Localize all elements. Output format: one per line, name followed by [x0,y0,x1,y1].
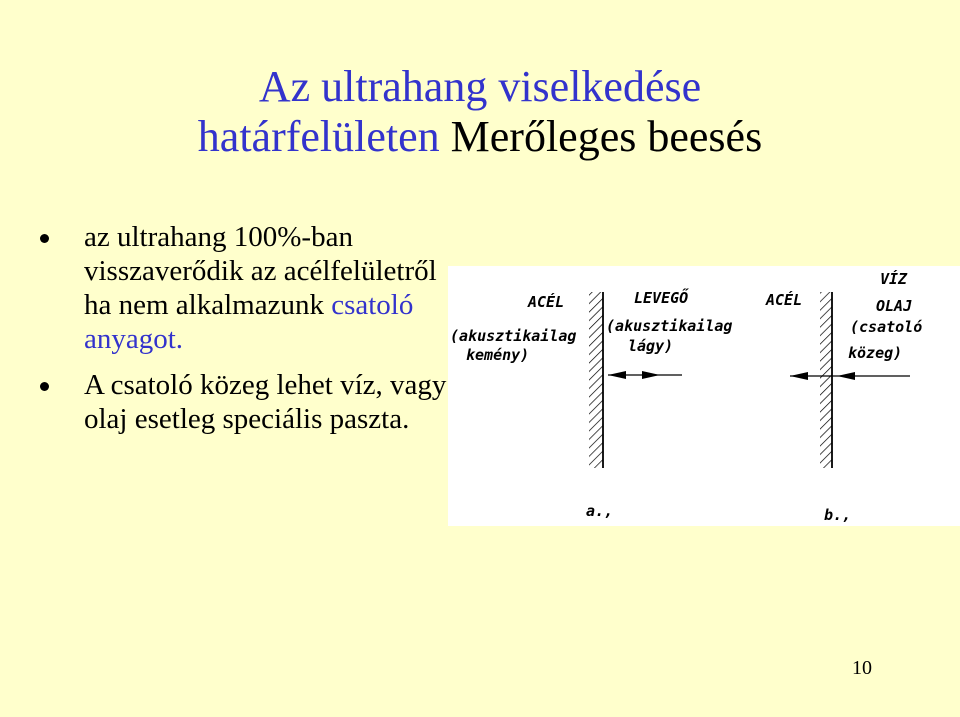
page-number: 10 [852,657,872,679]
title-line-1: Az ultrahang viselkedése [258,62,702,111]
a-right-sub2: lágy) [628,337,674,355]
bullet-list [40,220,460,448]
a-left-label: ACÉL [528,293,565,311]
bullet-highlight: csatoló anyagot. [84,289,414,355]
steel-hatch-b [820,292,832,468]
reflection-diagram [448,266,960,526]
a-right-sub1: (akusztikailag [606,317,733,335]
b-left-label: ACÉL [766,291,803,309]
bullet-item [40,220,460,356]
title-line-2-part-2: Merőleges beesés [450,112,763,161]
bullet-item [40,368,460,436]
reflected-arrow-icon [608,371,626,379]
title-line-2 [0,112,960,162]
reflected-arrow-icon [790,372,808,380]
diagram-svg [448,266,960,526]
bullet-dot-icon [40,234,49,243]
bullet-dot-icon [40,382,49,391]
a-right-label: LEVEGŐ [634,289,689,307]
a-left-sub1: (akusztikailag [450,327,577,345]
b-right-sub2: közeg) [848,344,903,362]
slide-title [0,62,960,162]
bullet-text: A csatoló közeg lehet víz, vagy olaj esetleg speciális paszta. [84,369,447,435]
b-caption: b., [824,506,852,524]
b-right-label1: VÍZ [880,270,908,288]
b-right-sub1: (csatoló [850,318,923,336]
incident-arrow-icon [837,372,855,380]
a-caption: a., [586,502,614,520]
steel-hatch-a [589,292,603,468]
title-line-2-part-1: határfelületen [197,112,440,161]
a-left-sub2: kemény) [466,346,530,364]
b-right-label2: OLAJ [876,297,913,315]
bullet-text: az ultrahang 100%-ban visszaverődik az acélfelületről ha nem alkalmazunk [84,221,437,321]
incident-arrow-icon [642,371,660,379]
